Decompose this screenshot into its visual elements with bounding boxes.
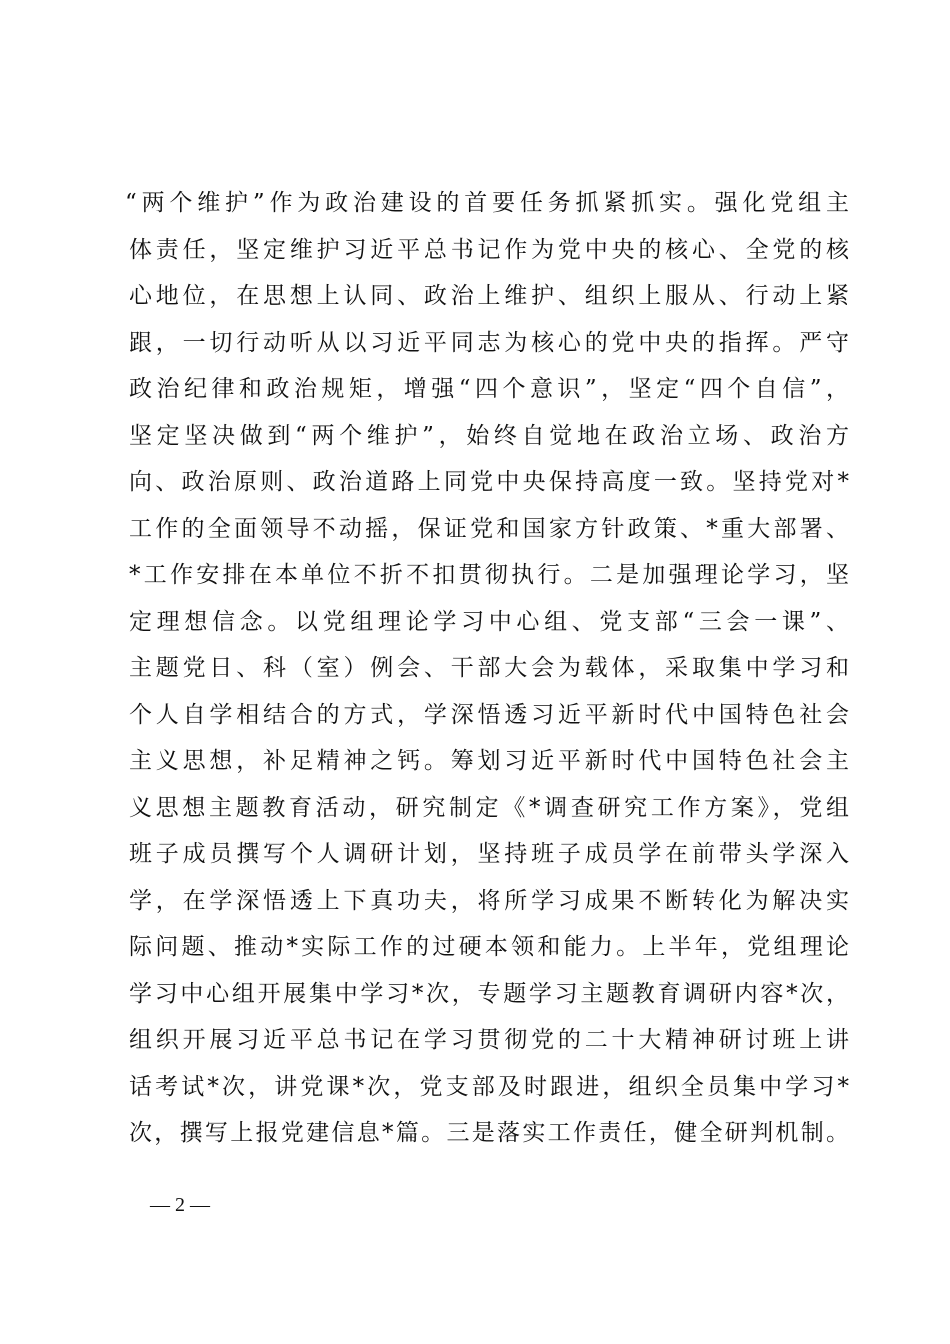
text-line: 学习中心组开展集中学习*次，专题学习主题教育调研内容*次， [129, 980, 849, 1007]
text-line: 跟，一切行动听从以习近平同志为核心的党中央的指挥。严守 [129, 329, 849, 356]
text-line: 次，撰写上报党建信息*篇。三是落实工作责任，健全研判机制。 [129, 1120, 849, 1146]
text-line: 主题党日、科（室）例会、干部大会为载体，采取集中学习和 [129, 655, 849, 681]
text-line: 工作的全面领导不动摇，保证党和国家方针政策、*重大部署、 [129, 515, 849, 542]
text-line: 主义思想，补足精神之钙。筹划习近平新时代中国特色社会主 [129, 748, 849, 774]
body-text [125, 180, 849, 1157]
text-line: *工作安排在本单位不折不扣贯彻执行。二是加强理论学习，坚 [129, 562, 849, 588]
text-line: 向、政治原则、政治道路上同党中央保持高度一致。坚持党对* [129, 469, 849, 495]
text-line: 坚定坚决做到“两个维护”，始终自觉地在政治立场、政治方 [129, 422, 849, 449]
text-line: 政治纪律和政治规矩，增强“四个意识”，坚定“四个自信”， [129, 376, 849, 402]
text-line: 学，在学深悟透上下真功夫，将所学习成果不断转化为解决实 [129, 887, 849, 914]
text-line: 义思想主题教育活动，研究制定《*调查研究工作方案》，党组 [129, 794, 849, 821]
text-line: 心地位，在思想上认同、政治上维护、组织上服从、行动上紧 [129, 283, 849, 309]
text-line: 个人自学相结合的方式，学深悟透习近平新时代中国特色社会 [129, 701, 849, 728]
text-line: “两个维护”作为政治建设的首要任务抓紧抓实。强化党组主 [125, 190, 849, 216]
text-line: 体责任，坚定维护习近平总书记作为党中央的核心、全党的核 [129, 236, 849, 263]
text-line: 际问题、推动*实际工作的过硬本领和能力。上半年，党组理论 [129, 934, 849, 960]
text-line: 话考试*次，讲党课*次，党支部及时跟进，组织全员集中学习* [129, 1073, 849, 1100]
text-line: 定理想信念。以党组理论学习中心组、党支部“三会一课”、 [129, 608, 849, 635]
page-number: — 2 — [150, 1194, 210, 1216]
text-line: 班子成员撰写个人调研计划，坚持班子成员学在前带头学深入 [129, 841, 849, 867]
text-line: 组织开展习近平总书记在学习贯彻党的二十大精神研讨班上讲 [129, 1027, 849, 1053]
